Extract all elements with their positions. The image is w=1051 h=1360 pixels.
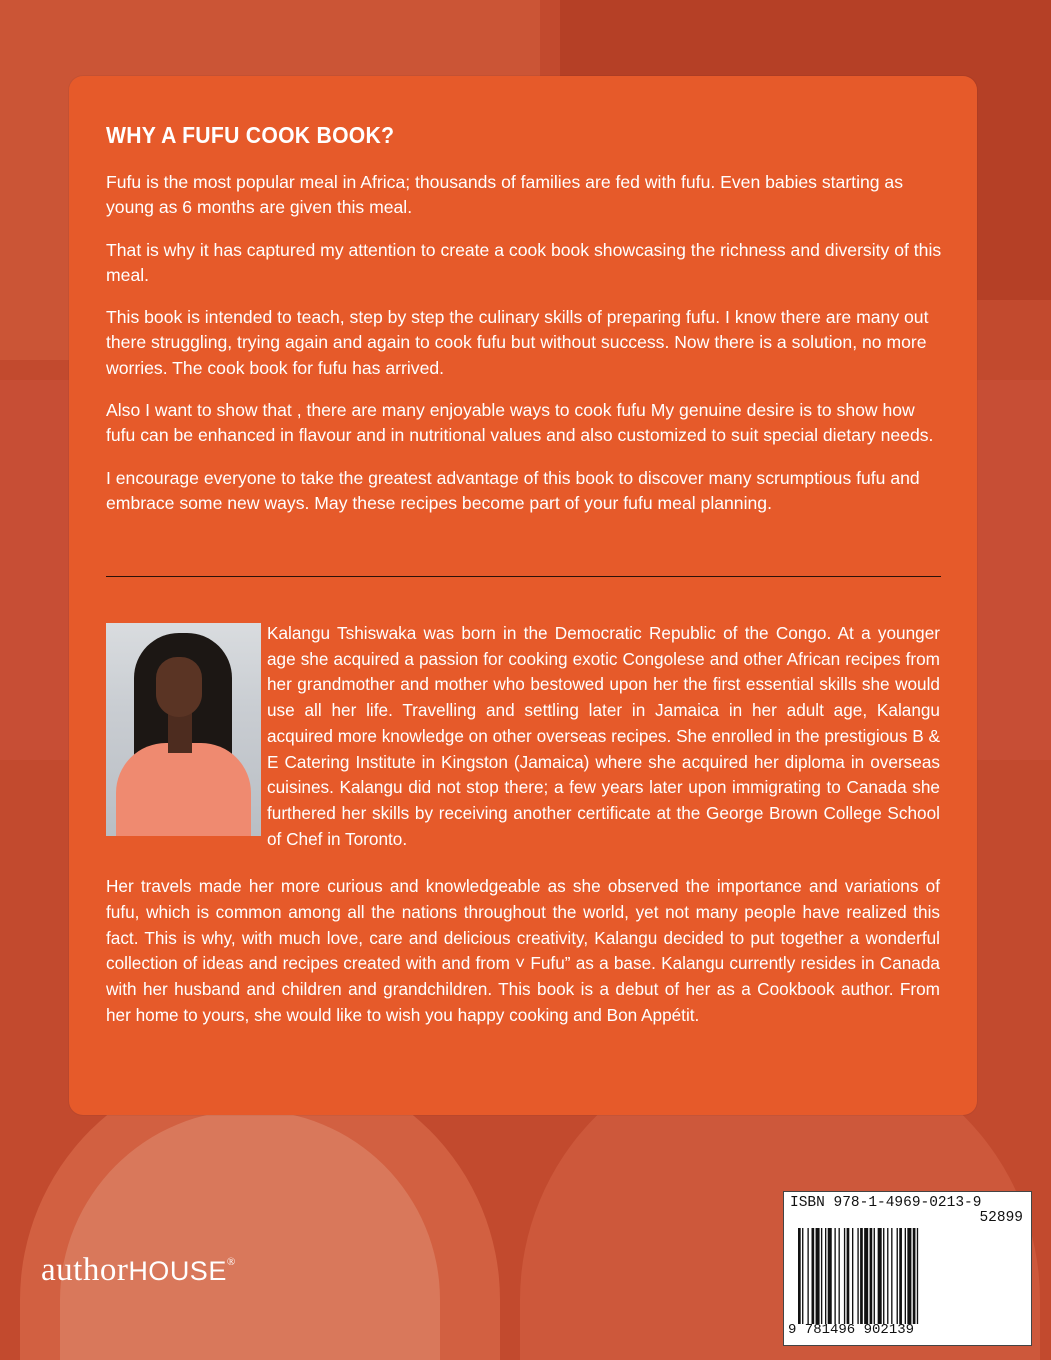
text-panel — [69, 76, 977, 1115]
divider — [106, 576, 941, 577]
intro-paragraph: I encourage everyone to take the greatest advantage of this book to discover many scrumptious fufu and embrace some new ways. May these recipes become part of your fufu meal planning. — [106, 467, 920, 513]
intro-paragraph: Also I want to show that , there are many enjoyable ways to cook fufu My genuine desire is to show how fufu can be enhanced in flavour and in nutritional values and also customized to suit special dietary needs. — [106, 400, 934, 446]
author-bio — [106, 621, 940, 1051]
isbn-label: ISBN 978-1-4969-0213-9 — [790, 1195, 982, 1211]
barcode-bars — [798, 1228, 1023, 1324]
intro-paragraph: That is why it has captured my attention to create a cook book showcasing the richness and diversity of this meal. — [106, 239, 942, 285]
bio-paragraph: Her travels made her more curious and knowledgeable as she observed the importance and variations of fufu, which is common among all the nations throughout the world, yet not many people have realized this fact. This is why, with much love, care and delicious creativity, Kalangu decided to put together a wonderful collection of ideas and recipes created with and from ˅ Fufu” as a base. Kalangu currently resides in Canada with her husband and children and grandchildren. This book is a debut of her as a Cookbook author. From her home to yours, she would like to wish you happy cooking and Bon Appétit. — [106, 876, 940, 1025]
heading: WHY A FUFU COOK BOOK? — [106, 122, 395, 148]
logo-part-house: HOUSE — [128, 1256, 227, 1286]
intro-paragraph: Fufu is the most popular meal in Africa; thousands of families are fed with fufu. Even babies starting as young as 6 months are given this meal. — [106, 172, 904, 218]
publisher-logo — [41, 1252, 236, 1289]
barcode-box — [783, 1191, 1032, 1346]
intro-section — [106, 170, 946, 533]
ean-digits: 9 781496 902139 — [788, 1322, 915, 1338]
registered-mark: ® — [226, 1256, 236, 1268]
bio-paragraph: Kalangu Tshiswaka was born in the Democratic Republic of the Congo. At a younger age she acquired a passion for cooking exotic Congolese and other African recipes from her grandmother and mother who bestowed upon her the first essential skills she would use all her life. Travelling and settling later in Jamaica in her adult age, Kalangu acquired more knowledge on other overseas recipes. She enrolled in the prestigious B & E Catering Institute in Kingston (Jamaica) where she acquired her diploma in overseas cuisines. Kalangu did not stop there; a few years later upon immigrating to Canada she furthered her skills by receiving another certificate at the George Brown College School of Chef in Toronto. — [267, 623, 940, 849]
intro-paragraph: This book is intended to teach, step by step the culinary skills of preparing fufu. I know there are many out there struggling, trying again and again to cook fufu but without success. Now there is a solution, no more worries. The cook book for fufu has arrived. — [106, 307, 929, 378]
price-code: 52899 — [979, 1210, 1023, 1226]
logo-part-author: author — [41, 1252, 129, 1288]
